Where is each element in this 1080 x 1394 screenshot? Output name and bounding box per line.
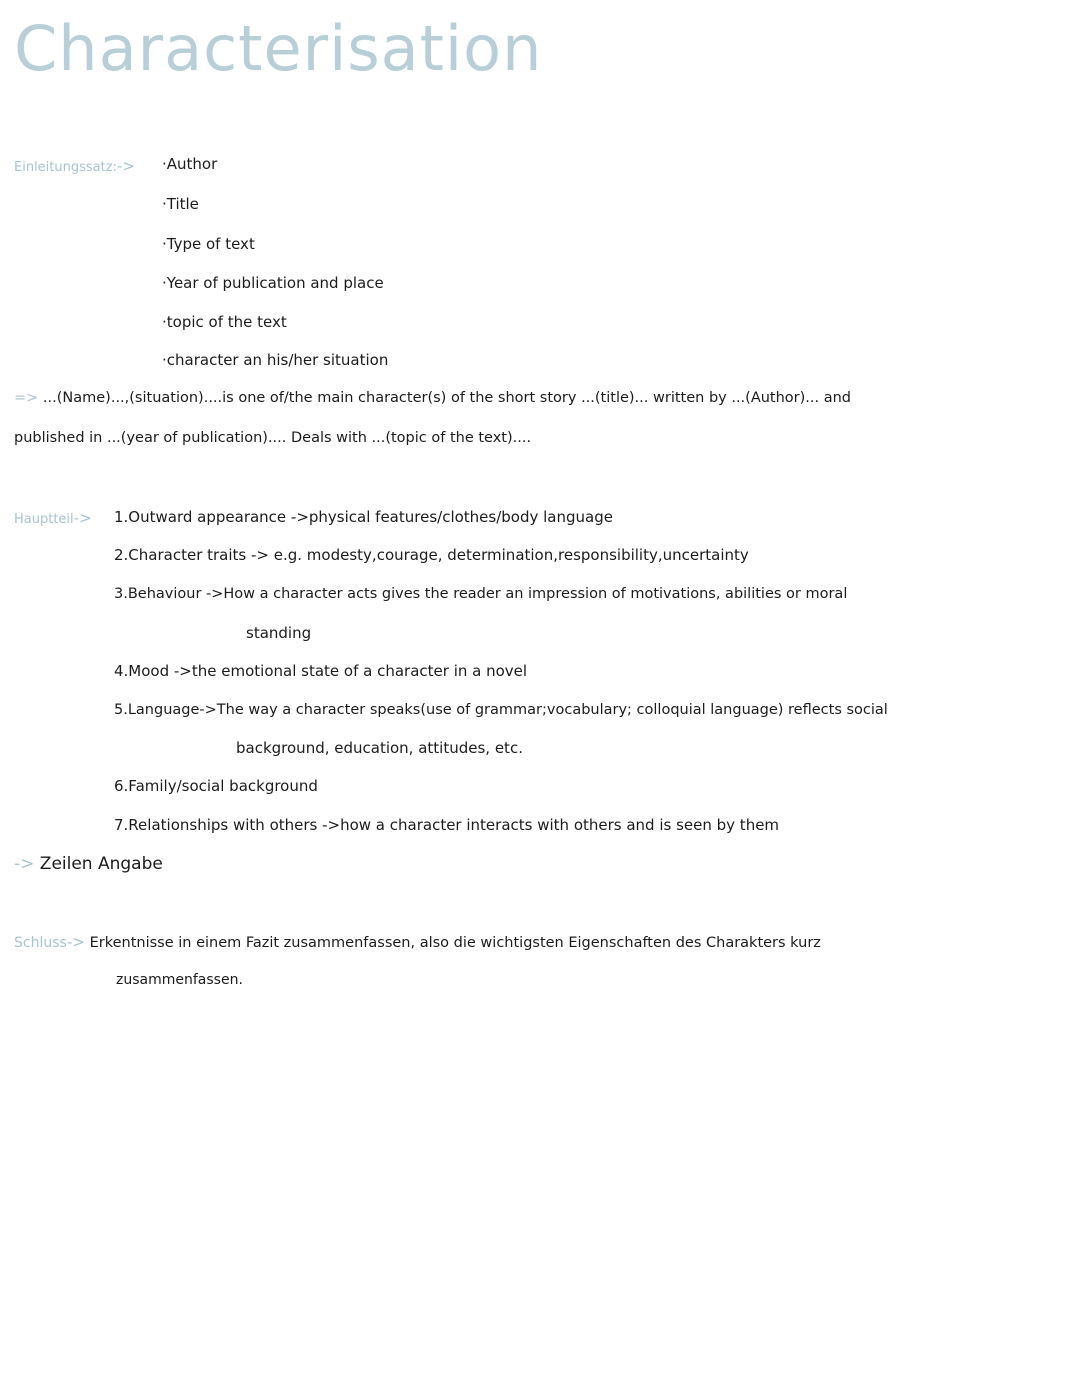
intro-item-type: ·Type of text [162, 235, 255, 253]
main-note-arrow: -> [14, 854, 35, 874]
conclusion-line1 [14, 932, 821, 953]
main-item-6: 6.Family/social background [114, 777, 318, 795]
main-item-3-cont: standing [246, 624, 312, 642]
main-item-3: 3.Behaviour ->How a character acts gives the reader an impression of motivations, abilities or moral [114, 586, 848, 602]
intro-item-character: ·character an his/her situation [162, 351, 389, 369]
intro-label: Einleitungssatz: [14, 160, 117, 175]
main-note-text: Zeilen Angabe [39, 854, 163, 874]
page-title: Characterisation [14, 12, 543, 85]
intro-item-title: ·Title [162, 195, 199, 213]
main-note [14, 852, 163, 876]
main-item-7: 7.Relationships with others ->how a character interacts with others and is seen by them [114, 816, 780, 834]
main-item-5: 5.Language->The way a character speaks(use of grammar;vocabulary; colloquial language) reflects social [114, 702, 888, 718]
main-label: Hauptteil [14, 512, 74, 527]
main-item-5-cont: background, education, attitudes, etc. [236, 739, 523, 757]
intro-arrow: -> [116, 157, 135, 175]
conclusion-arrow: -> [66, 933, 85, 951]
main-item-4: 4.Mood ->the emotional state of a character in a novel [114, 662, 528, 680]
main-header [14, 508, 92, 530]
main-arrow: -> [73, 509, 92, 527]
intro-item-topic: ·topic of the text [162, 313, 287, 331]
main-item-2: 2.Character traits -> e.g. modesty,courage, determination,responsibility,uncertainty [114, 546, 749, 564]
conclusion-text1: Erkentnisse in einem Fazit zusammenfassen, also die wichtigsten Eigenschaften des Charakters kurz [89, 935, 821, 951]
intro-sentence-text1: ...(Name)...,(situation)....is one of/the main character(s) of the short story ...(title)... written by ...(Author)... and [42, 390, 852, 406]
conclusion-line2: zusammenfassen. [116, 972, 243, 988]
main-item-1: 1.Outward appearance ->physical features/clothes/body language [114, 508, 613, 526]
intro-item-author: ·Author [162, 155, 218, 173]
conclusion-label: Schluss [14, 935, 67, 951]
intro-item-year: ·Year of publication and place [162, 274, 384, 292]
intro-sentence-line2: published in ...(year of publication).... Deals with ...(topic of the text).... [14, 430, 532, 446]
intro-sentence-arrow: => [14, 390, 39, 406]
intro-header [14, 156, 135, 178]
intro-sentence-line1 [14, 388, 851, 408]
